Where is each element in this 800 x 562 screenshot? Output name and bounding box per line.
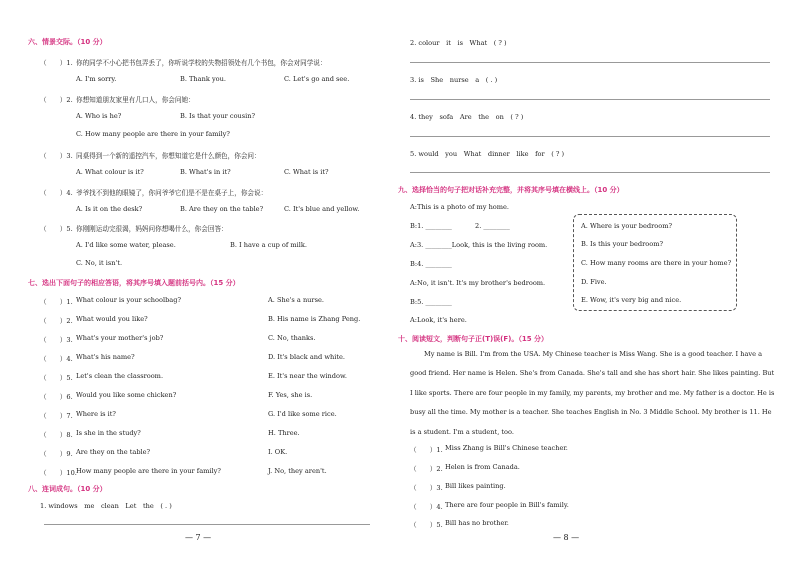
section-8-title: 八、连词成句。（10 分） — [28, 485, 107, 493]
sec6-q4-opt-a: A. Is it on the desk? — [76, 205, 143, 213]
choice-c: C. How many rooms are there in your home? — [581, 259, 732, 267]
sec7-ans-c: C. No, thanks. — [268, 334, 316, 342]
sec7-ans-g: G. I'd like some rice. — [268, 410, 337, 418]
sec6-q1-num: （ ）1. — [40, 59, 73, 67]
section-10-title: 十、阅读短文，判断句子正(T)误(F)。（15 分） — [398, 335, 549, 343]
sec10-q2-text: Helen is from Canada. — [445, 463, 520, 471]
dialog-line-4: B:4. ________ — [410, 260, 452, 268]
sec7-ans-a: A. She's a nurse. — [268, 296, 324, 304]
page-number-right: — 8 — — [553, 533, 580, 542]
sec7-q1-num: （ ）1. — [40, 298, 73, 306]
choice-b: B. Is this your bedroom? — [581, 240, 664, 248]
sec8-q4: 4. they sofa Are the on ( ? ) — [410, 113, 524, 121]
sec7-q5-num: （ ）5. — [40, 374, 73, 382]
page-number-left: — 7 — — [185, 533, 212, 542]
sec7-ans-d: D. It's black and white. — [268, 353, 345, 361]
dialog-line-3: A:3. ________Look, this is the living room. — [410, 241, 548, 249]
sec8-q3: 3. is She nurse a ( . ) — [410, 76, 498, 84]
dialog-line-2: B:1. ________ — [410, 222, 452, 230]
sec10-q3-text: Bill likes painting. — [445, 482, 506, 490]
sec6-q1-opt-a: A. I'm sorry. — [76, 75, 117, 83]
sec7-ans-j: J. No, they aren't. — [268, 467, 327, 475]
sec10-q1-text: Miss Zhang is Bill's Chinese teacher. — [445, 444, 568, 452]
sec7-ans-e: E. It's near the window. — [268, 372, 347, 380]
sec7-ans-f: F. Yes, she is. — [268, 391, 313, 399]
sec8-q2: 2. colour it is What ( ? ) — [410, 39, 507, 47]
sec6-q3-opt-b: B. What's in it? — [180, 168, 231, 176]
dialog-line-2b: 2. ________ — [475, 222, 510, 230]
sec6-q1-opt-b: B. Thank you. — [180, 75, 226, 83]
answer-line — [410, 172, 770, 173]
sec7-ans-b: B. His name is Zhang Peng. — [268, 315, 361, 323]
sec6-q2-opt-c: C. How many people are there in your family? — [76, 130, 230, 138]
dialog-line-1: A:This is a photo of my home. — [410, 203, 510, 211]
sec7-q3-num: （ ）3. — [40, 336, 73, 344]
answer-line — [410, 136, 770, 137]
sec10-q5-num: （ ）5. — [410, 521, 443, 529]
sec7-q10-num: （ ）10. — [40, 469, 77, 477]
answer-line — [410, 99, 770, 100]
answer-line — [410, 62, 770, 63]
sec6-q5-num: （ ）5. — [40, 225, 73, 233]
sec7-q2-text: What would you like? — [76, 315, 148, 323]
sec6-q5-opt-a: A. I'd like some water, please. — [76, 241, 176, 249]
sec6-q5-opt-c: C. No, it isn't. — [76, 259, 123, 267]
sec8-q5: 5. would you What dinner like for ( ? ) — [410, 150, 565, 158]
answer-line — [44, 524, 370, 525]
sec7-q4-text: What's his name? — [76, 353, 135, 361]
reading-passage: My name is Bill. I'm from the USA. My Chinese teacher is Miss Wang. She is a good teacher. I have a good friend. Her name is Helen. She's from Canada. She's tall and she has short hair. She likes painting. But I like sports. There are four people in my family, my parents, my brother and me. My father is a doctor. He is busy all the time. My mother is a teacher. She teaches English in No. 3 Middle School. My brother is 11. He is a student. I'm a student, too. — [410, 350, 775, 436]
sec7-q1-text: What colour is your schoolbag? — [76, 296, 181, 304]
sec6-q2-opt-b: B. Is that your cousin? — [180, 112, 256, 120]
sec6-q1-opt-c: C. Let's go and see. — [284, 75, 350, 83]
sec7-q10-text: How many people are there in your family? — [76, 467, 221, 475]
sec6-q3-text: 同桌得到一个新的遥控汽车，你想知道它是什么颜色，你会问： — [76, 152, 261, 160]
sec10-q4-text: There are four people in Bill's family. — [445, 501, 569, 509]
dialog-line-6: B:5. ________ — [410, 298, 452, 306]
sec10-q4-num: （ ）4. — [410, 503, 443, 511]
sec6-q4-num: （ ）4. — [40, 189, 73, 197]
sec7-q2-num: （ ）2. — [40, 317, 73, 325]
sec8-q1: 1. windows me clean Let the ( . ) — [40, 502, 172, 510]
sec6-q3-opt-a: A. What colour is it? — [76, 168, 144, 176]
sec6-q2-text: 你想知道朋友家里有几口人，你会问她： — [76, 96, 195, 104]
choice-e: E. Wow, it's very big and nice. — [581, 296, 682, 304]
sec7-ans-i: I. OK. — [268, 448, 288, 456]
choice-d: D. Five. — [581, 278, 607, 286]
sec6-q2-opt-a: A. Who is he? — [76, 112, 122, 120]
sec6-q3-num: （ ）3. — [40, 152, 73, 160]
sec6-q5-opt-b: B. I have a cup of milk. — [230, 241, 307, 249]
sec10-q2-num: （ ）2. — [410, 465, 443, 473]
sec6-q3-opt-c: C. What is it? — [284, 168, 329, 176]
dialog-line-7: A:Look, it's here. — [410, 316, 467, 324]
sec10-q1-num: （ ）1. — [410, 446, 443, 454]
sec6-q5-text: 你刚刚运动完很渴，妈妈问你想喝什么，你会回答： — [76, 225, 228, 233]
section-6-title: 六、情景交际。（10 分） — [28, 38, 107, 46]
sec6-q2-num: （ ）2. — [40, 96, 73, 104]
dialog-line-5: A:No, it isn't. It's my brother's bedroom. — [410, 279, 546, 287]
sec7-q5-text: Let's clean the classroom. — [76, 372, 164, 380]
choice-a: A. Where is your bedroom? — [581, 222, 673, 230]
sec7-q7-num: （ ）7. — [40, 412, 73, 420]
section-9-title: 九、选择恰当的句子把对话补充完整，并将其序号填在横线上。（10 分） — [398, 186, 624, 194]
sec7-q3-text: What's your mother's job? — [76, 334, 164, 342]
sec7-q4-num: （ ）4. — [40, 355, 73, 363]
sec6-q1-text: 你的同学不小心把书包弄丢了，你听说学校的失物招领处有几个书包，你会对同学说： — [76, 59, 327, 67]
sec7-q6-text: Would you like some chicken? — [76, 391, 177, 399]
sec7-q8-text: Is she in the study? — [76, 429, 141, 437]
sec7-q6-num: （ ）6. — [40, 393, 73, 401]
sec7-ans-h: H. Three. — [268, 429, 300, 437]
sec6-q4-opt-b: B. Are they on the table? — [180, 205, 264, 213]
sec7-q8-num: （ ）8. — [40, 431, 73, 439]
sec6-q4-text: 爷爷找不到他的眼镜了，你问爷爷它们是不是在桌子上，你会说： — [76, 189, 268, 197]
sec7-q9-num: （ ）9. — [40, 450, 73, 458]
section-7-title: 七、选出下面句子的相应答语，将其序号填入题前括号内。（15 分） — [28, 279, 240, 287]
sec10-q3-num: （ ）3. — [410, 484, 443, 492]
sec7-q7-text: Where is it? — [76, 410, 116, 418]
sec6-q4-opt-c: C. It's blue and yellow. — [284, 205, 360, 213]
sec7-q9-text: Are they on the table? — [76, 448, 151, 456]
sec10-q5-text: Bill has no brother. — [445, 519, 509, 527]
